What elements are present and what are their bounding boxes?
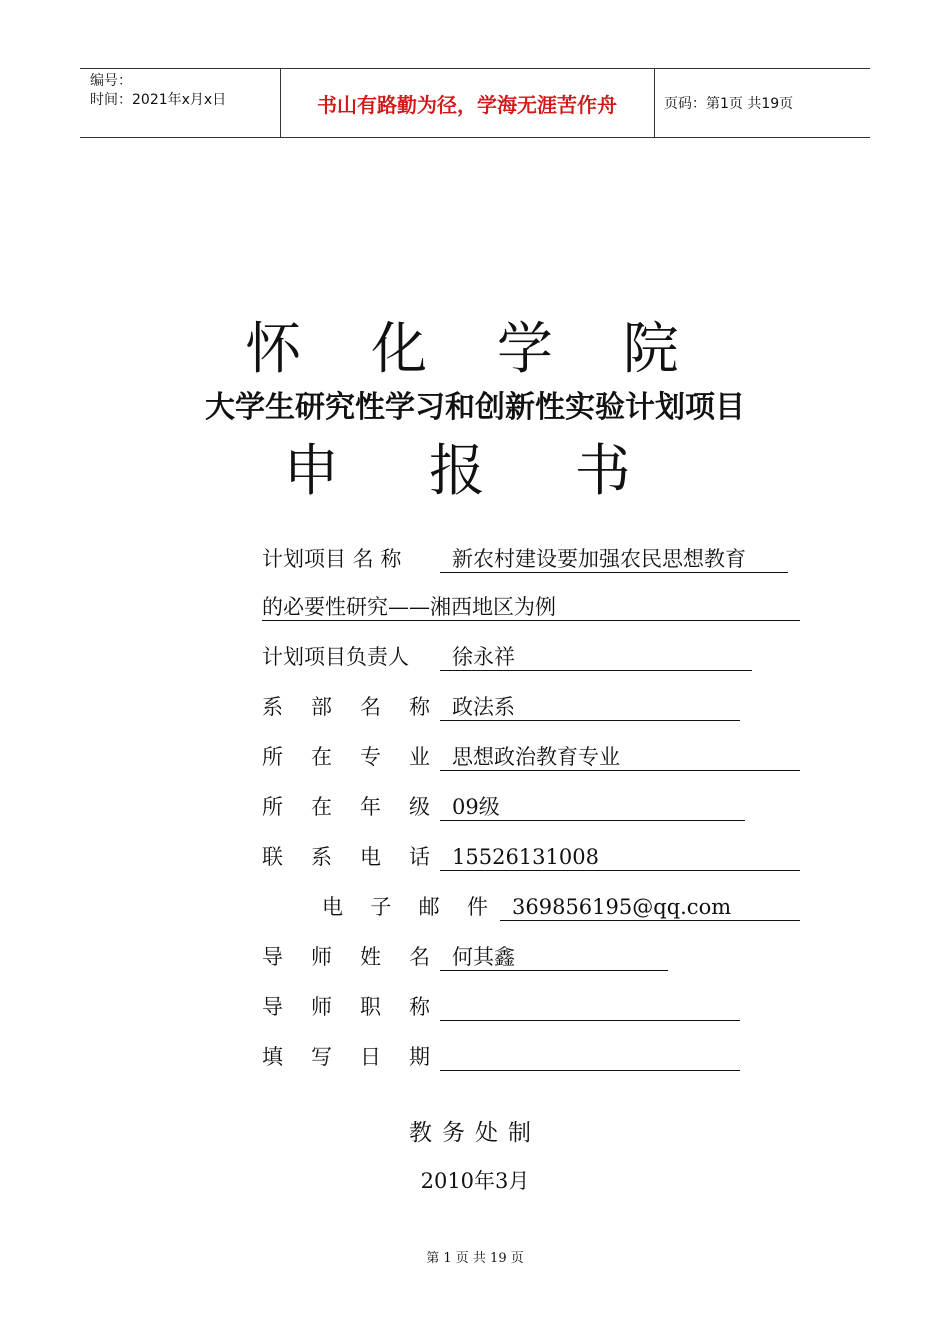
- email-label: 电 子 邮 件: [322, 895, 488, 919]
- field-project-name-cont: [0, 593, 950, 623]
- project-name-line2[interactable]: 的必要性研究——湘西地区为例: [262, 593, 800, 621]
- field-email: [0, 893, 950, 923]
- page-header: [80, 68, 870, 138]
- leader-value[interactable]: 徐永祥: [440, 643, 752, 671]
- advisor-title-label: 导 师 职 称: [262, 995, 430, 1019]
- document-title: 申 报 书: [283, 439, 667, 504]
- issue-date: 2010年3月: [420, 1169, 530, 1193]
- phone-label: 联 系 电 话: [262, 845, 430, 869]
- motto: 书山有路勤为径，学海无涯苦作舟: [317, 92, 617, 117]
- program-title: 大学生研究性学习和创新性实验计划项目: [205, 390, 745, 425]
- email-value[interactable]: 369856195@qq.com: [500, 893, 800, 921]
- dept-label: 系 部 名 称: [262, 695, 430, 719]
- phone-value[interactable]: 15526131008: [440, 843, 800, 871]
- advisor-title-value[interactable]: [440, 993, 740, 1021]
- field-advisor-title: [0, 993, 950, 1023]
- major-label: 所 在 专 业: [262, 745, 430, 769]
- number-label: 编号：: [90, 73, 132, 89]
- time-label: 时间：2021年x月x日: [90, 92, 227, 108]
- leader-label: 计划项目负责人: [262, 645, 409, 669]
- field-dept: [0, 693, 950, 723]
- college-title: 怀 化 学 院: [245, 317, 705, 382]
- grade-label: 所 在 年 级: [262, 795, 430, 819]
- field-project-name: [0, 545, 950, 575]
- project-name-line1[interactable]: 新农村建设要加强农民思想教育: [440, 545, 788, 573]
- advisor-label: 导 师 姓 名: [262, 945, 430, 969]
- date-label: 填 写 日 期: [262, 1045, 430, 1069]
- grade-value[interactable]: 09级: [440, 793, 745, 821]
- field-advisor: [0, 943, 950, 973]
- field-major: [0, 743, 950, 773]
- field-leader: [0, 643, 950, 673]
- date-value[interactable]: [440, 1043, 740, 1071]
- page-number: 第 1 页 共 19 页: [426, 1251, 524, 1266]
- dept-value[interactable]: 政法系: [440, 693, 740, 721]
- field-grade: [0, 793, 950, 823]
- advisor-value[interactable]: 何其鑫: [440, 943, 668, 971]
- major-value[interactable]: 思想政治教育专业: [440, 743, 800, 771]
- issuer: 教务处制: [409, 1120, 541, 1146]
- field-date: [0, 1043, 950, 1073]
- page-info: 页码：第1页 共19页: [664, 96, 794, 112]
- divider: [654, 69, 655, 137]
- header-meta: [90, 72, 280, 110]
- project-name-label: 计划项目 名 称: [262, 547, 402, 571]
- field-phone: [0, 843, 950, 873]
